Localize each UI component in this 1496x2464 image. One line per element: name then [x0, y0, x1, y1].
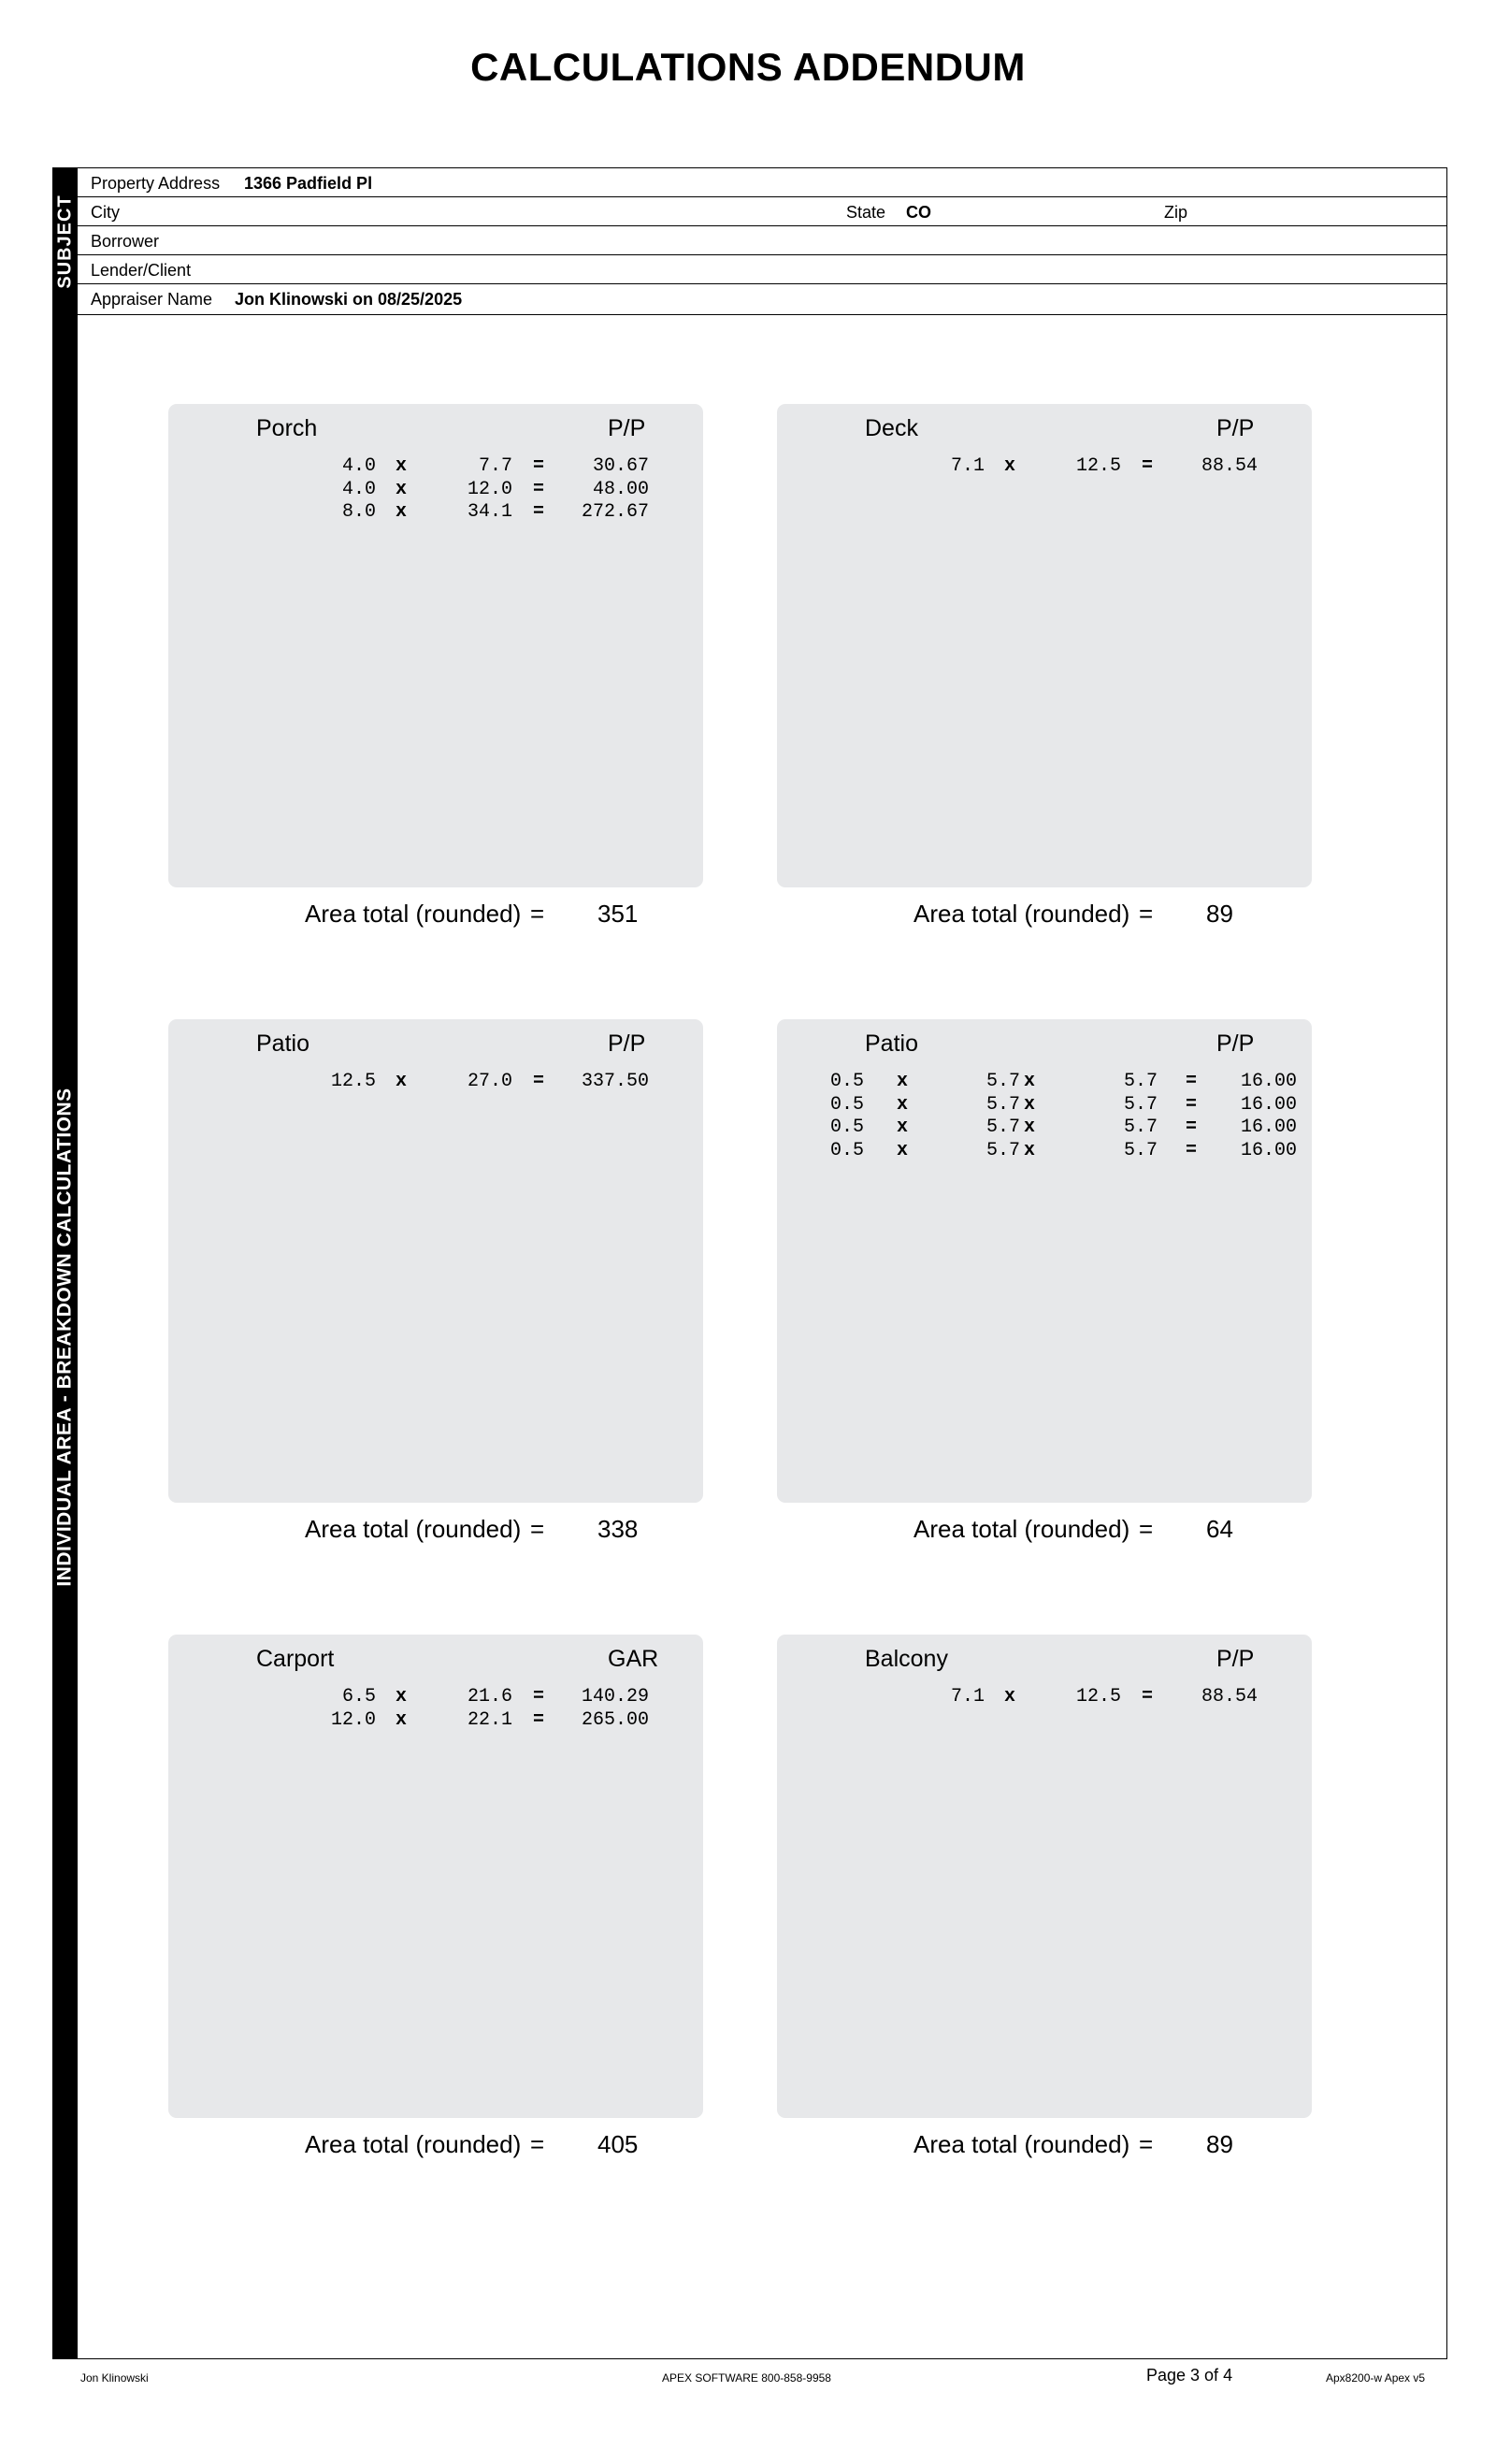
equals-sign: = [533, 1708, 545, 1731]
calc-factor: 5.7 [1123, 1117, 1158, 1138]
borrower-row [78, 226, 1446, 255]
area-code: P/P [608, 1030, 646, 1057]
breakdown-side-label [53, 315, 78, 2358]
calc-lines [168, 1686, 703, 1732]
area-total-label: Area total (rounded) [305, 1515, 522, 1543]
calc-result: 16.00 [1240, 1139, 1297, 1161]
equals-sign: = [533, 501, 545, 523]
calc-factor: 5.7 [985, 1117, 1020, 1138]
area-total-value: 351 [597, 900, 639, 928]
multiply-sign: x [396, 501, 408, 523]
multiply-sign: x [1004, 1686, 1016, 1708]
multiply-sign: x [396, 1686, 408, 1708]
area-code: GAR [608, 1646, 659, 1672]
city-label: City [91, 203, 120, 222]
area-name: Balcony [865, 1646, 948, 1672]
calc-factor: 22.1 [467, 1708, 512, 1731]
calc-factor: 7.1 [950, 455, 985, 477]
equals-sign: = [530, 1515, 545, 1543]
breakdown-label: INDIVIDUAL AREA - BREAKDOWN CALCULATIONS [54, 1087, 76, 1587]
equals-sign: = [533, 478, 545, 500]
calc-factor: 21.6 [467, 1686, 512, 1708]
city-row [78, 197, 1446, 226]
subject-side-label [53, 168, 78, 314]
area-total-value: 89 [1206, 900, 1233, 928]
calc-factor: 4.0 [341, 478, 376, 500]
calc-factor: 12.5 [1075, 1686, 1121, 1708]
calc-factor: 4.0 [341, 455, 376, 477]
area-name: Porch [256, 415, 318, 441]
equals-sign: = [1139, 900, 1154, 928]
calc-factor: 12.5 [1075, 455, 1121, 477]
calc-line [168, 1686, 703, 1709]
area-total-value: 89 [1206, 2130, 1233, 2158]
area-total [168, 2130, 703, 2160]
calc-line [777, 1094, 1312, 1117]
area-code: P/P [1216, 415, 1255, 441]
area-panel [168, 404, 703, 887]
calc-result: 16.00 [1240, 1093, 1297, 1116]
calc-factor: 27.0 [467, 1071, 512, 1092]
multiply-sign: x [1024, 1117, 1036, 1138]
calc-line [777, 1117, 1312, 1140]
multiply-sign: x [897, 1117, 909, 1138]
calc-factor: 12.5 [330, 1071, 376, 1092]
calc-factor: 0.5 [829, 1117, 864, 1138]
footer-software: APEX SOFTWARE 800-858-9958 [662, 2371, 831, 2385]
area-total [777, 1515, 1312, 1545]
calc-result: 30.67 [592, 455, 649, 477]
calc-factor: 5.7 [985, 1139, 1020, 1161]
calc-factor: 0.5 [829, 1093, 864, 1116]
calc-line [168, 479, 703, 502]
area-panel [777, 404, 1312, 887]
area-code: P/P [608, 415, 646, 441]
footer-form-id: Apx8200-w Apex v5 [1326, 2371, 1426, 2385]
calc-line [777, 1140, 1312, 1163]
footer [0, 2366, 1496, 2403]
area-name: Carport [256, 1646, 335, 1672]
calc-line [168, 1709, 703, 1733]
calc-factor: 0.5 [829, 1071, 864, 1092]
borrower-label: Borrower [91, 232, 160, 251]
area-total [777, 900, 1312, 929]
appraiser-label: Appraiser Name [91, 290, 213, 309]
state-value: CO [906, 203, 931, 222]
calc-result: 48.00 [592, 478, 649, 500]
calc-result: 265.00 [581, 1708, 649, 1731]
calc-factor: 8.0 [341, 501, 376, 523]
calc-lines [777, 1686, 1312, 1709]
calc-factor: 5.7 [1123, 1139, 1158, 1161]
calc-factor: 7.1 [950, 1686, 985, 1708]
equals-sign: = [533, 1071, 545, 1092]
calc-factor: 12.0 [330, 1708, 376, 1731]
area-total-label: Area total (rounded) [913, 1515, 1130, 1543]
calc-result: 16.00 [1240, 1071, 1297, 1092]
area-code: P/P [1216, 1030, 1255, 1057]
calc-factor: 5.7 [1123, 1071, 1158, 1092]
property-address-row [78, 168, 1446, 197]
calc-line [777, 1071, 1312, 1094]
equals-sign: = [1139, 2130, 1154, 2158]
equals-sign: = [1186, 1117, 1198, 1138]
equals-sign: = [1186, 1071, 1198, 1092]
area-total-label: Area total (rounded) [305, 900, 522, 928]
subject-section [52, 167, 1447, 315]
calc-factor: 34.1 [467, 501, 512, 523]
calc-result: 88.54 [1201, 1686, 1258, 1708]
calc-factor: 7.7 [478, 455, 512, 477]
multiply-sign: x [1004, 455, 1016, 477]
area-name: Patio [865, 1030, 918, 1057]
equals-sign: = [1186, 1093, 1198, 1116]
breakdown-section [52, 315, 1447, 2359]
calc-lines [777, 1071, 1312, 1162]
appraiser-row [78, 284, 1446, 313]
area-name: Patio [256, 1030, 309, 1057]
multiply-sign: x [897, 1093, 909, 1116]
area-total-label: Area total (rounded) [913, 2130, 1130, 2158]
equals-sign: = [530, 900, 545, 928]
multiply-sign: x [1024, 1071, 1036, 1092]
footer-appraiser: Jon Klinowski [80, 2371, 149, 2385]
multiply-sign: x [1024, 1093, 1036, 1116]
calc-lines [168, 1071, 703, 1094]
calc-result: 272.67 [581, 501, 649, 523]
area-total [168, 1515, 703, 1545]
equals-sign: = [533, 1686, 545, 1708]
calc-factor: 5.7 [985, 1071, 1020, 1092]
area-panel [777, 1635, 1312, 2118]
equals-sign: = [533, 455, 545, 477]
calc-lines [168, 455, 703, 525]
property-address-value: 1366 Padfield Pl [244, 174, 373, 193]
equals-sign: = [1139, 1515, 1154, 1543]
page-title: CALCULATIONS ADDENDUM [470, 45, 1026, 89]
multiply-sign: x [897, 1139, 909, 1161]
multiply-sign: x [396, 478, 408, 500]
calc-factor: 5.7 [1123, 1093, 1158, 1116]
multiply-sign: x [1024, 1139, 1036, 1161]
calc-line [168, 501, 703, 525]
area-code: P/P [1216, 1646, 1255, 1672]
calc-factor: 0.5 [829, 1139, 864, 1161]
area-total-value: 64 [1206, 1515, 1233, 1543]
equals-sign: = [1142, 455, 1154, 477]
calc-lines [777, 455, 1312, 479]
equals-sign: = [530, 2130, 545, 2158]
area-panel [168, 1019, 703, 1503]
subject-label: SUBJECT [54, 194, 76, 289]
lender-row [78, 255, 1446, 284]
area-total-value: 405 [597, 2130, 639, 2158]
area-total [168, 900, 703, 929]
multiply-sign: x [396, 1708, 408, 1731]
calc-line [777, 455, 1312, 479]
calc-result: 16.00 [1240, 1117, 1297, 1138]
state-label: State [846, 203, 886, 222]
equals-sign: = [1142, 1686, 1154, 1708]
calc-factor: 12.0 [467, 478, 512, 500]
multiply-sign: x [396, 1071, 408, 1092]
calc-line [168, 455, 703, 479]
calc-factor: 6.5 [341, 1686, 376, 1708]
calc-factor: 5.7 [985, 1093, 1020, 1116]
calc-result: 337.50 [581, 1071, 649, 1092]
appraiser-value: Jon Klinowski on 08/25/2025 [235, 290, 463, 309]
zip-label: Zip [1164, 203, 1188, 222]
area-panel [168, 1635, 703, 2118]
calc-result: 88.54 [1201, 455, 1258, 477]
area-name: Deck [865, 415, 918, 441]
calc-line [168, 1071, 703, 1094]
lender-label: Lender/Client [91, 261, 192, 280]
area-panel [777, 1019, 1312, 1503]
multiply-sign: x [396, 455, 408, 477]
area-total-label: Area total (rounded) [913, 900, 1130, 928]
calc-result: 140.29 [581, 1686, 649, 1708]
area-total-value: 338 [597, 1515, 639, 1543]
calc-line [777, 1686, 1312, 1709]
equals-sign: = [1186, 1139, 1198, 1161]
area-total [777, 2130, 1312, 2160]
multiply-sign: x [897, 1071, 909, 1092]
footer-page-number: Page 3 of 4 [1146, 2366, 1233, 2385]
property-address-label: Property Address [91, 174, 221, 193]
area-total-label: Area total (rounded) [305, 2130, 522, 2158]
